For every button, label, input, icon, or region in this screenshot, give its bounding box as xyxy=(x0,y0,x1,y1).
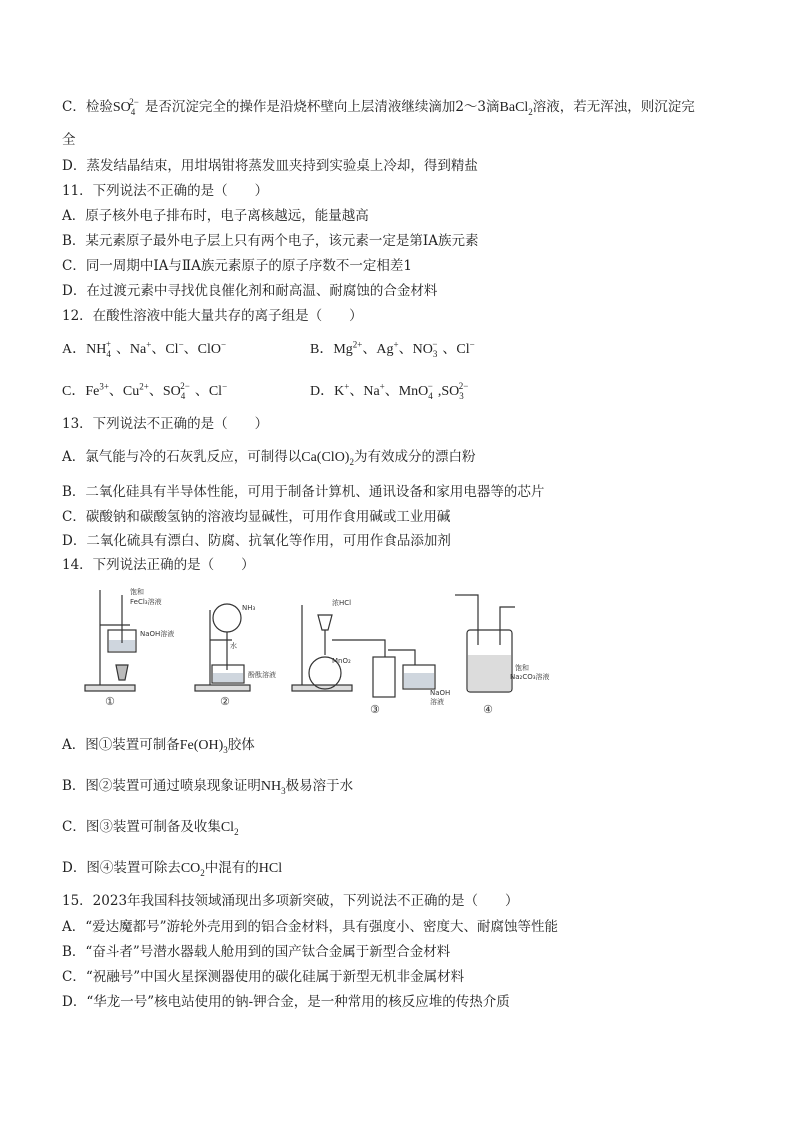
q14-stem: 14．下列说法正确的是（ ） xyxy=(62,557,255,573)
svg-text:饱和: 饱和 xyxy=(130,588,144,596)
apparatus-2 xyxy=(195,604,276,708)
svg-text:溶液: 溶液 xyxy=(430,698,444,706)
q11-option-c: C．同一周期中ⅠA与ⅡA族元素原子的原子序数不一定相差1 xyxy=(62,258,412,274)
q12-option-a: A．$NH_4^+$ 、Na+、Cl−、ClO− xyxy=(62,339,227,359)
svg-text:NaOH: NaOH xyxy=(430,689,451,697)
q12-option-b: B．$Mg^{2+}$、Ag+、$NO_3^-$ 、Cl− xyxy=(310,339,475,359)
svg-text:水: 水 xyxy=(230,642,237,650)
q13-option-a: A．氯气能与冷的石灰乳反应，可制得以$Ca(ClO)_2$为有效成分的漂白粉 xyxy=(62,449,476,467)
q13-stem: 13．下列说法不正确的是（ ） xyxy=(62,416,269,432)
svg-text:Na₂CO₃溶液: Na₂CO₃溶液 xyxy=(510,673,550,681)
svg-text:②: ② xyxy=(220,695,230,708)
q10-option-c-cont: 全 xyxy=(62,132,76,148)
q13-option-c: C．碳酸钠和碳酸氢钠的溶液均显碱性，可用作食用碱或工业用碱 xyxy=(62,509,451,525)
svg-text:酚酞溶液: 酚酞溶液 xyxy=(248,671,276,679)
svg-text:FeCl₃溶液: FeCl₃溶液 xyxy=(130,598,162,606)
q12-stem: 12．在酸性溶液中能大量共存的离子组是（ ） xyxy=(62,308,363,324)
svg-text:①: ① xyxy=(105,695,115,708)
svg-text:③: ③ xyxy=(370,703,380,716)
q15-option-a: A．“爱达魔都号”游轮外壳用到的铝合金材料，具有强度小、密度大、耐腐蚀等性能 xyxy=(62,919,559,935)
apparatus-3 xyxy=(292,598,450,716)
q12-option-d: D．K+、Na+、MnO$_4$− $,SO_3^{2-}$ xyxy=(310,381,469,401)
q12-option-c: C．$Fe^{3+}$、$Cu^{2+}$、$SO_4^{2-}$ 、Cl− xyxy=(62,381,228,401)
q14-apparatus-figure xyxy=(70,585,560,720)
svg-text:④: ④ xyxy=(483,703,493,716)
q14-option-c: C．图③装置可制备及收集$Cl_2$ xyxy=(62,819,239,837)
svg-text:MnO₂: MnO₂ xyxy=(332,657,351,665)
q11-stem: 11．下列说法不正确的是（ ） xyxy=(62,183,269,199)
q15-option-d: D．“华龙一号”核电站使用的钠-钾合金，是一种常用的核反应堆的传热介质 xyxy=(62,994,510,1010)
q14-option-d: D．图④装置可除去$CO_2$中混有的HCl xyxy=(62,860,283,878)
q10-option-c: C．检验$SO_4^{2-}$ 是否沉淀完全的操作是沿烧杯壁向上层清液继续滴加2～3滴BaCl$_2$溶液，若无浑浊，则沉淀完 xyxy=(62,97,695,117)
q11-option-a: A．原子核外电子排布时，电子离核越远，能量越高 xyxy=(62,208,369,224)
q11-option-b: B．某元素原子最外电子层上只有两个电子，该元素一定是第ⅠA族元素 xyxy=(62,233,479,249)
apparatus-4 xyxy=(455,595,550,716)
svg-text:饱和: 饱和 xyxy=(515,664,529,672)
q13-option-d: D．二氧化硫具有漂白、防腐、抗氧化等作用，可用作食品添加剂 xyxy=(62,533,451,549)
q15-option-b: B．“奋斗者”号潜水器载人舱用到的国产钛合金属于新型合金材料 xyxy=(62,944,451,960)
svg-text:NH₃: NH₃ xyxy=(242,604,256,612)
q10-option-d: D．蒸发结晶结束，用坩埚钳将蒸发皿夹持到实验桌上冷却，得到精盐 xyxy=(62,158,478,174)
q15-stem: 15．2023年我国科技领域涌现出多项新突破，下列说法不正确的是（ ） xyxy=(62,893,519,909)
apparatus-1 xyxy=(85,587,174,708)
svg-text:NaOH溶液: NaOH溶液 xyxy=(140,630,175,638)
q14-option-b: B．图②装置可通过喷泉现象证明$NH_3$极易溶于水 xyxy=(62,778,354,796)
svg-text:浓HCl: 浓HCl xyxy=(332,599,352,607)
q14-option-a: A．图①装置可制备$Fe(OH)_3$胶体 xyxy=(62,737,255,755)
q11-option-d: D．在过渡元素中寻找优良催化剂和耐高温、耐腐蚀的合金材料 xyxy=(62,283,438,299)
q13-option-b: B．二氧化硅具有半导体性能，可用于制备计算机、通讯设备和家用电器等的芯片 xyxy=(62,484,545,500)
q15-option-c: C．“祝融号”中国火星探测器使用的碳化硅属于新型无机非金属材料 xyxy=(62,969,465,985)
